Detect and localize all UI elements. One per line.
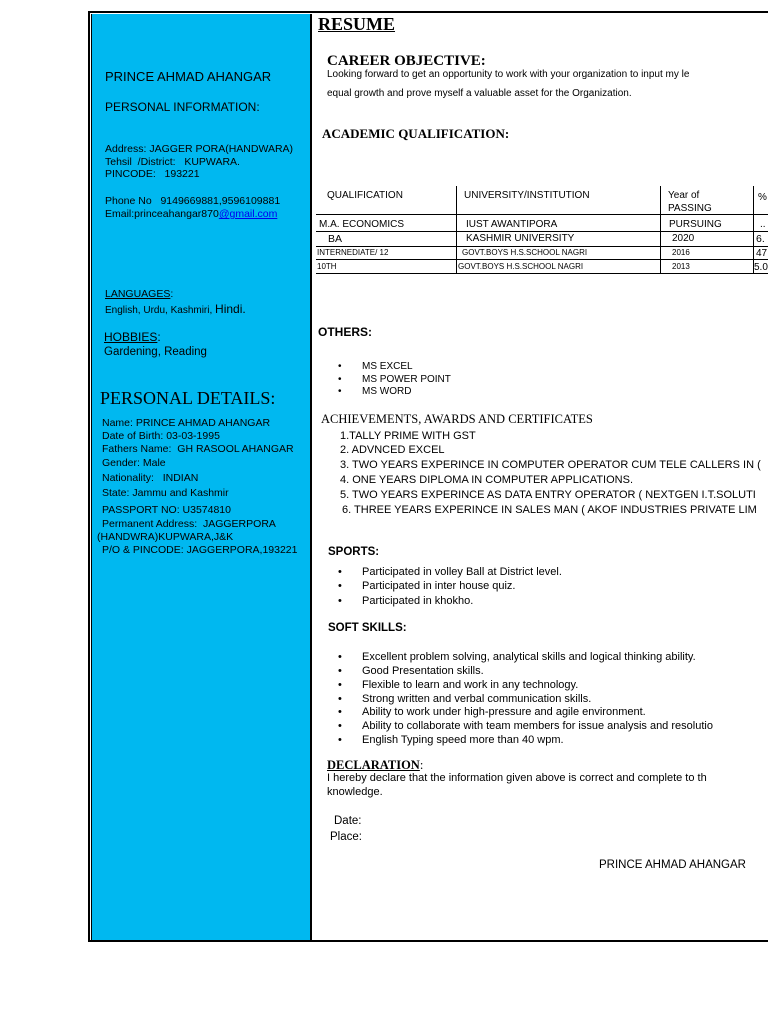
table-cell: PURSUING	[669, 219, 722, 230]
table-cell: 6.	[756, 233, 765, 245]
detail-passport: PASSPORT NO: U3574810	[102, 504, 231, 516]
table-cell: M.A. ECONOMICS	[319, 219, 405, 230]
detail-pincode: P/O & PINCODE: JAGGERPORA,193221	[102, 544, 298, 556]
table-cell: 10TH	[317, 262, 337, 271]
detail-father: Fathers Name: GH RASOOL AHANGAR	[102, 443, 294, 455]
table-header-year: Year of	[668, 190, 700, 201]
career-line-1: Looking forward to get an opportunity to work with your organization to input my le	[327, 69, 690, 80]
date-label: Date:	[334, 815, 362, 827]
address-text: Address: JAGGER PORA(HANDWARA)	[105, 143, 294, 155]
email-link[interactable]: @gmail.com	[218, 208, 278, 220]
languages-colon: :	[170, 288, 174, 300]
pincode-text: PINCODE: 193221	[105, 168, 200, 180]
detail-gender: Gender: Male	[102, 457, 166, 469]
achievement-item: 2. ADVNCED EXCEL	[340, 444, 445, 456]
hobbies-heading-label: HOBBIES	[104, 330, 158, 344]
email-prefix: Email:princeahangar870	[105, 208, 219, 220]
languages-text	[105, 303, 246, 318]
table-cell: 2016	[672, 248, 690, 257]
email-text	[105, 208, 277, 221]
declaration-colon: :	[419, 758, 424, 772]
detail-address: Permanent Address: JAGGERPORA	[102, 518, 276, 530]
detail-name: Name: PRINCE AHMAD AHANGAR	[102, 417, 271, 429]
sidebar-name: PRINCE AHMAD AHANGAR	[105, 69, 272, 84]
achievement-item: 1.TALLY PRIME WITH GST	[340, 430, 476, 442]
achievement-item: 5. TWO YEARS EXPERINCE AS DATA ENTRY OPERATOR ( NEXTGEN I.T.SOLUTI	[340, 489, 756, 501]
table-header-passing: PASSING	[668, 203, 712, 214]
signature-name: PRINCE AHMAD AHANGAR	[599, 859, 746, 871]
others-heading: OTHERS:	[318, 325, 372, 339]
table-cell: 2020	[672, 233, 695, 244]
table-cell: 5.0	[754, 262, 768, 273]
table-cell: IUST AWANTIPORA	[466, 219, 558, 230]
hobbies-text: Gardening, Reading	[104, 346, 207, 358]
hobbies-colon: :	[157, 330, 161, 344]
table-cell: GOVT.BOYS H.S.SCHOOL NAGRI	[458, 262, 584, 271]
academic-heading: ACADEMIC QUALIFICATION:	[322, 126, 510, 141]
table-header-university: UNIVERSITY/INSTITUTION	[464, 190, 590, 201]
table-cell: BA	[328, 233, 343, 245]
languages-heading	[105, 288, 173, 301]
table-cell: ..	[760, 219, 766, 230]
table-cell: 47	[756, 248, 768, 259]
hobbies-heading	[104, 331, 161, 344]
soft-skills-heading: SOFT SKILLS:	[328, 622, 407, 634]
declaration-heading-label: DECLARATION	[327, 758, 420, 772]
achievement-item: 3. TWO YEARS EXPERINCE IN COMPUTER OPERATOR CUM TELE CALLERS IN (	[340, 459, 761, 471]
resume-title: RESUME	[318, 14, 396, 34]
career-heading: CAREER OBJECTIVE:	[327, 53, 486, 69]
declaration-heading	[327, 758, 423, 773]
sports-heading: SPORTS:	[328, 546, 380, 558]
place-label: Place:	[330, 831, 362, 843]
table-cell: INTERNEDIATE/ 12	[317, 248, 389, 257]
declaration-line-2: knowledge.	[327, 786, 383, 798]
languages-hindi: Hindi.	[215, 302, 246, 316]
table-cell: 2013	[672, 262, 690, 271]
phone-text: Phone No 9149669881,9596109881	[105, 195, 281, 207]
achievements-heading: ACHIEVEMENTS, AWARDS AND CERTIFICATES	[321, 412, 593, 426]
declaration-line-1: I hereby declare that the information given above is correct and complete to th	[327, 772, 707, 784]
table-cell: GOVT.BOYS H.S.SCHOOL NAGRI	[462, 248, 588, 257]
detail-address-2: (HANDWRA)KUPWARA,J&K	[97, 531, 234, 543]
personal-details-heading: PERSONAL DETAILS:	[100, 388, 276, 408]
table-header-qualification: QUALIFICATION	[327, 190, 403, 201]
table-cell: KASHMIR UNIVERSITY	[466, 233, 575, 244]
detail-state: State: Jammu and Kashmir	[102, 487, 229, 499]
achievement-item: 6. THREE YEARS EXPERINCE IN SALES MAN ( AKOF INDUSTRIES PRIVATE LIM	[342, 504, 757, 516]
table-header-percent: %	[758, 192, 767, 203]
languages-heading-label: LANGUAGES	[105, 288, 171, 300]
detail-nationality: Nationality: INDIAN	[102, 472, 199, 484]
tehsil-text: Tehsil /District: KUPWARA.	[105, 156, 240, 168]
career-line-2: equal growth and prove myself a valuable asset for the Organization.	[327, 88, 632, 99]
detail-dob: Date of Birth: 03-03-1995	[102, 430, 220, 442]
personal-info-heading: PERSONAL INFORMATION:	[105, 100, 260, 114]
languages-list: English, Urdu, Kashmiri,	[105, 305, 216, 316]
achievement-item: 4. ONE YEARS DIPLOMA IN COMPUTER APPLICATIONS.	[340, 474, 633, 486]
